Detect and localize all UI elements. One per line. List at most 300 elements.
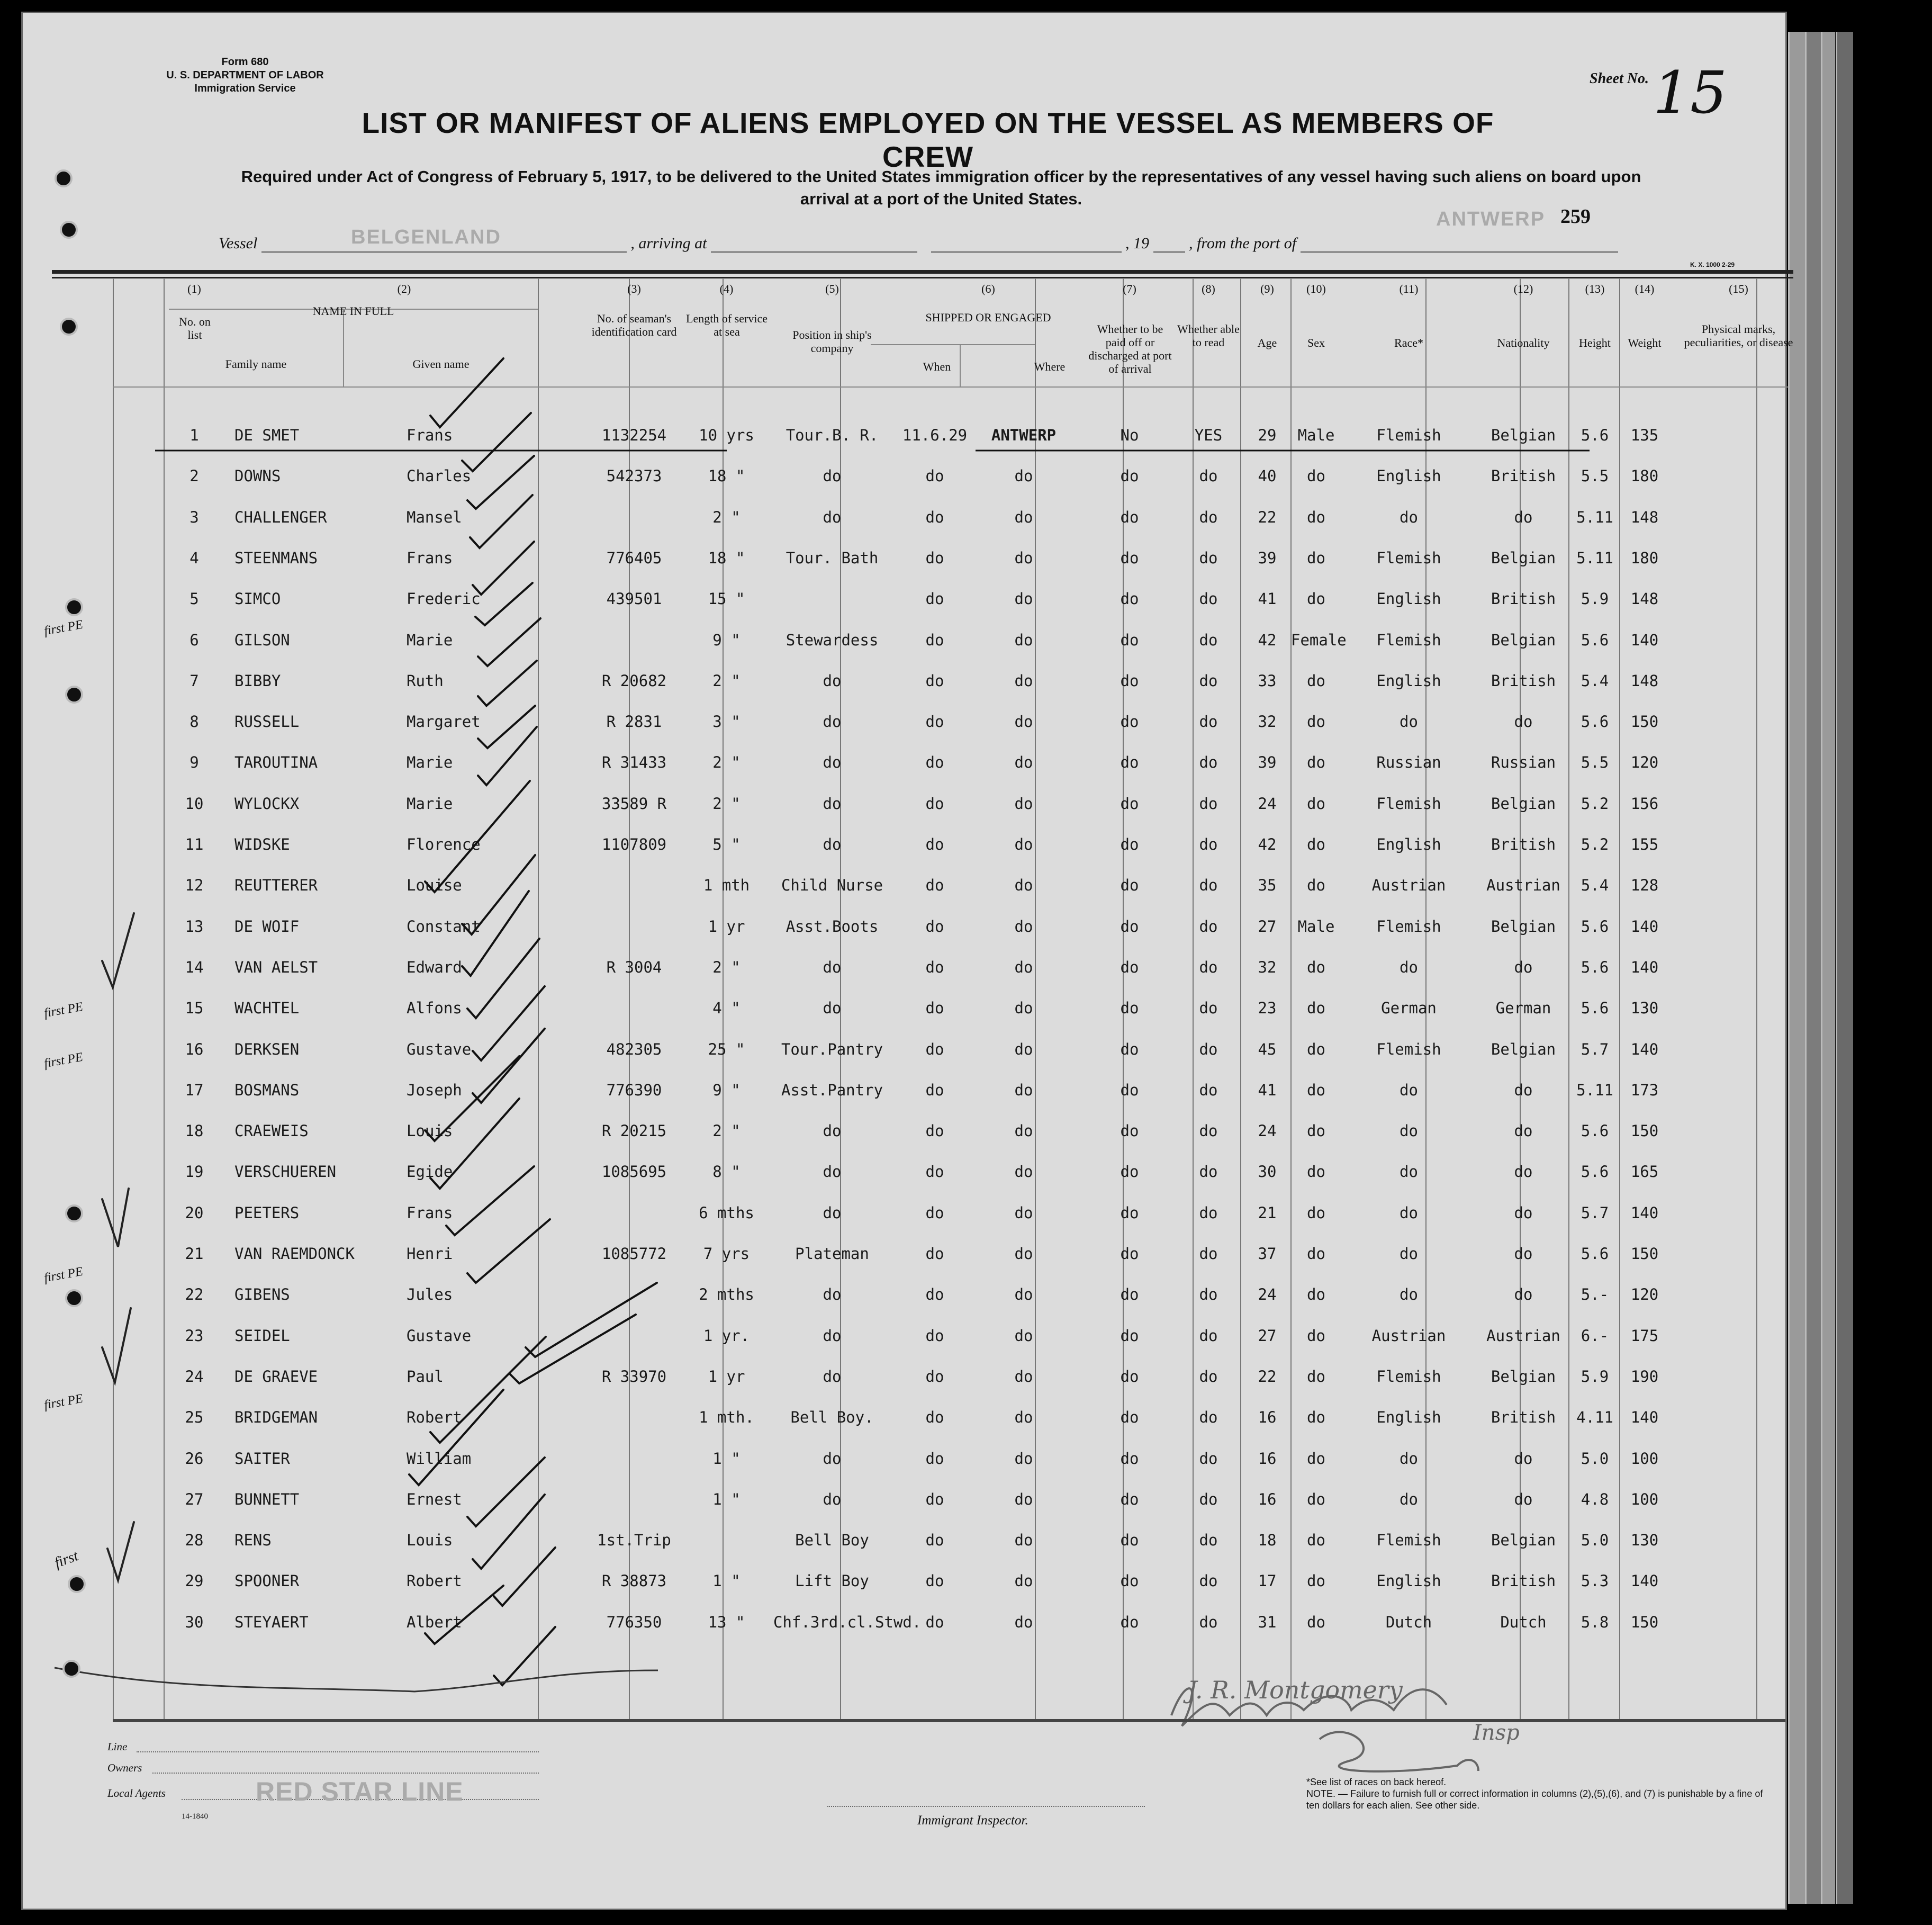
cell-read: do bbox=[1199, 590, 1218, 608]
cell-paid: do bbox=[1120, 1326, 1139, 1345]
cell-height: 5.7 bbox=[1581, 1203, 1609, 1222]
cell-sex: do bbox=[1307, 958, 1325, 976]
cell-no: 7 bbox=[189, 671, 199, 690]
cell-position: do bbox=[823, 1163, 842, 1181]
cell-card: 542373 bbox=[606, 467, 662, 485]
cell-card: 1st.Trip bbox=[597, 1531, 671, 1550]
cell-family: SEIDEL bbox=[234, 1326, 290, 1345]
cell-height: 5.6 bbox=[1581, 1122, 1609, 1140]
cell-age: 41 bbox=[1258, 590, 1277, 608]
cell-position: Stewardess bbox=[786, 631, 879, 649]
cell-read: do bbox=[1199, 1613, 1218, 1631]
arriving-label: , arriving at bbox=[630, 235, 707, 252]
cell-when: do bbox=[925, 1490, 944, 1508]
cell-given: William bbox=[407, 1449, 472, 1468]
cell-nationality: do bbox=[1514, 1285, 1533, 1304]
cell-card: R 20215 bbox=[601, 1122, 667, 1140]
cell-weight: 130 bbox=[1630, 999, 1659, 1018]
cell-position: Tour. Bath bbox=[786, 548, 879, 567]
cell-where: ANTWERP bbox=[991, 426, 1057, 444]
cell-height: 5.4 bbox=[1581, 876, 1609, 895]
cell-height: 5.- bbox=[1581, 1285, 1609, 1304]
header-weight: Weight bbox=[1628, 336, 1662, 349]
cell-when: do bbox=[925, 1613, 944, 1631]
cell-sex: Male bbox=[1297, 426, 1335, 444]
cell-where: do bbox=[1014, 1040, 1033, 1058]
cell-where: do bbox=[1014, 1122, 1033, 1140]
margin-note: first bbox=[52, 1548, 80, 1571]
cell-sex: do bbox=[1307, 794, 1325, 813]
cell-paid: do bbox=[1120, 1572, 1139, 1590]
cell-where: do bbox=[1014, 1163, 1033, 1181]
cell-weight: 140 bbox=[1630, 631, 1659, 649]
cell-age: 18 bbox=[1258, 1531, 1277, 1550]
cell-read: do bbox=[1199, 917, 1218, 935]
cell-nationality: British bbox=[1491, 467, 1556, 485]
cell-family: BIBBY bbox=[234, 671, 281, 690]
cell-read: do bbox=[1199, 508, 1218, 526]
cell-age: 42 bbox=[1258, 631, 1277, 649]
cell-no: 3 bbox=[189, 508, 199, 526]
cell-paid: do bbox=[1120, 631, 1139, 649]
cell-given: Alfons bbox=[407, 999, 462, 1018]
cell-age: 17 bbox=[1258, 1572, 1277, 1590]
cell-paid: do bbox=[1120, 794, 1139, 813]
cell-nationality: Dutch bbox=[1500, 1613, 1547, 1631]
cell-family: VAN RAEMDONCK bbox=[234, 1245, 355, 1263]
cell-age: 41 bbox=[1258, 1081, 1277, 1099]
cell-paid: do bbox=[1120, 1245, 1139, 1263]
cell-age: 42 bbox=[1258, 835, 1277, 853]
cell-paid: do bbox=[1120, 1613, 1139, 1631]
cell-position: Child Nurse bbox=[781, 876, 883, 895]
cell-sex: do bbox=[1307, 1040, 1325, 1058]
cell-no: 17 bbox=[185, 1081, 204, 1099]
cell-nationality: do bbox=[1514, 508, 1533, 526]
cell-race: do bbox=[1400, 1122, 1418, 1140]
column-number: (14) bbox=[1635, 282, 1655, 295]
cell-race: English bbox=[1376, 835, 1441, 853]
cell-family: DOWNS bbox=[234, 467, 281, 485]
page-edge bbox=[1836, 32, 1853, 1904]
cell-nationality: British bbox=[1491, 671, 1556, 690]
cell-when: do bbox=[925, 548, 944, 567]
cell-race: English bbox=[1376, 590, 1441, 608]
cell-family: CRAEWEIS bbox=[234, 1122, 309, 1140]
cell-weight: 135 bbox=[1630, 426, 1659, 444]
cell-where: do bbox=[1014, 876, 1033, 895]
cell-position: Tour.Pantry bbox=[781, 1040, 883, 1058]
cell-age: 29 bbox=[1258, 426, 1277, 444]
header-paid-off: Whether to be paid off or discharged at port of arrival bbox=[1088, 322, 1172, 375]
cell-position: do bbox=[823, 1203, 842, 1222]
page-edge bbox=[1788, 32, 1805, 1904]
cell-when: do bbox=[925, 590, 944, 608]
cell-read: do bbox=[1199, 1285, 1218, 1304]
cell-height: 5.11 bbox=[1576, 548, 1613, 567]
cell-position: do bbox=[823, 1122, 842, 1140]
cell-sex: Female bbox=[1291, 631, 1347, 649]
cell-paid: do bbox=[1120, 1285, 1139, 1304]
cell-sex: do bbox=[1307, 1613, 1325, 1631]
cell-position: Asst.Boots bbox=[786, 917, 879, 935]
cell-when: do bbox=[925, 1326, 944, 1345]
margin-note: first PE bbox=[43, 1391, 84, 1413]
cell-read: do bbox=[1199, 1326, 1218, 1345]
cell-height: 4.11 bbox=[1576, 1408, 1613, 1427]
cell-height: 5.6 bbox=[1581, 1163, 1609, 1181]
cell-where: do bbox=[1014, 794, 1033, 813]
cell-service: 1 mth. bbox=[699, 1408, 754, 1427]
column-number: (2) bbox=[397, 282, 411, 295]
cell-card: 1132254 bbox=[601, 426, 667, 444]
cell-age: 22 bbox=[1258, 508, 1277, 526]
inspector-label: Immigrant Inspector. bbox=[917, 1813, 1028, 1828]
cell-no: 9 bbox=[189, 753, 199, 772]
cell-paid: do bbox=[1120, 835, 1139, 853]
cell-read: do bbox=[1199, 1449, 1218, 1468]
cell-family: RENS bbox=[234, 1531, 272, 1550]
cell-race: Austrian bbox=[1371, 1326, 1446, 1345]
cell-read: do bbox=[1199, 1163, 1218, 1181]
cell-no: 11 bbox=[185, 835, 204, 853]
cell-service: 18 " bbox=[708, 467, 745, 485]
cell-no: 19 bbox=[185, 1163, 204, 1181]
cell-weight: 180 bbox=[1630, 467, 1659, 485]
cell-card: R 33970 bbox=[601, 1367, 667, 1386]
cell-nationality: Belgian bbox=[1491, 548, 1556, 567]
cell-no: 8 bbox=[189, 713, 199, 731]
cell-paid: do bbox=[1120, 548, 1139, 567]
cell-height: 5.6 bbox=[1581, 999, 1609, 1018]
cell-weight: 140 bbox=[1630, 1040, 1659, 1058]
cell-read: do bbox=[1199, 1245, 1218, 1263]
cell-where: do bbox=[1014, 999, 1033, 1018]
cell-read: do bbox=[1199, 958, 1218, 976]
cell-weight: 148 bbox=[1630, 671, 1659, 690]
header-given-name: Given name bbox=[412, 357, 470, 371]
cell-race: do bbox=[1400, 1245, 1418, 1263]
manifest-sheet bbox=[21, 12, 1793, 1910]
cell-where: do bbox=[1014, 508, 1033, 526]
cell-given: Albert bbox=[407, 1613, 462, 1631]
cell-sex: do bbox=[1307, 1572, 1325, 1590]
cell-height: 5.2 bbox=[1581, 835, 1609, 853]
cell-family: DERKSEN bbox=[234, 1040, 300, 1058]
cell-when: do bbox=[925, 467, 944, 485]
cell-sex: do bbox=[1307, 1122, 1325, 1140]
cell-where: do bbox=[1014, 1285, 1033, 1304]
cell-where: do bbox=[1014, 1367, 1033, 1386]
cell-family: GILSON bbox=[234, 631, 290, 649]
cell-weight: 120 bbox=[1630, 753, 1659, 772]
cell-given: Charles bbox=[407, 467, 472, 485]
cell-where: do bbox=[1014, 713, 1033, 731]
cell-weight: 100 bbox=[1630, 1449, 1659, 1468]
cell-service: 1 mth bbox=[703, 876, 750, 895]
cell-weight: 128 bbox=[1630, 876, 1659, 895]
cell-height: 5.5 bbox=[1581, 467, 1609, 485]
cell-read: do bbox=[1199, 1203, 1218, 1222]
cell-no: 6 bbox=[189, 631, 199, 649]
cell-read: do bbox=[1199, 1122, 1218, 1140]
column-number: (10) bbox=[1306, 282, 1326, 295]
cell-given: Henri bbox=[407, 1245, 453, 1263]
department: U. S. DEPARTMENT OF LABOR bbox=[166, 69, 324, 81]
cell-nationality: Belgian bbox=[1491, 1040, 1556, 1058]
column-number: (6) bbox=[981, 282, 995, 295]
cell-family: STEYAERT bbox=[234, 1613, 309, 1631]
subtitle-line-1: Required under Act of Congress of February 5, 1917, to be delivered to the United States immigration officer by the representatives of any vessel having such aliens on board upon bbox=[241, 167, 1641, 186]
column-number: (5) bbox=[825, 282, 839, 295]
cell-read: do bbox=[1199, 835, 1218, 853]
signature-title: Insp bbox=[1473, 1721, 1520, 1745]
cell-age: 24 bbox=[1258, 1122, 1277, 1140]
cell-family: SIMCO bbox=[234, 590, 281, 608]
cell-paid: do bbox=[1120, 1163, 1139, 1181]
cell-given: Paul bbox=[407, 1367, 444, 1386]
cell-no: 5 bbox=[189, 590, 199, 608]
cell-position: Chf.3rd.cl.Stwd. bbox=[773, 1613, 922, 1631]
cell-service: 2 " bbox=[712, 958, 741, 976]
cell-service: 2 " bbox=[712, 753, 741, 772]
cell-nationality: Belgian bbox=[1491, 426, 1556, 444]
cell-age: 37 bbox=[1258, 1245, 1277, 1263]
cell-no: 4 bbox=[189, 548, 199, 567]
column-number: (11) bbox=[1399, 282, 1419, 295]
cell-service: 4 " bbox=[712, 999, 741, 1018]
cell-race: English bbox=[1376, 1572, 1441, 1590]
cell-when: do bbox=[925, 671, 944, 690]
cell-given: Egide bbox=[407, 1163, 453, 1181]
cell-weight: 140 bbox=[1630, 1408, 1659, 1427]
cell-age: 45 bbox=[1258, 1040, 1277, 1058]
cell-read: do bbox=[1199, 1367, 1218, 1386]
from-port-stamp: ANTWERP bbox=[1436, 208, 1546, 230]
cell-given: Gustave bbox=[407, 1040, 472, 1058]
cell-family: WYLOCKX bbox=[234, 794, 300, 813]
cell-when: do bbox=[925, 1572, 944, 1590]
cell-position: do bbox=[823, 467, 842, 485]
cell-family: WACHTEL bbox=[234, 999, 300, 1018]
inspector-signature-line bbox=[827, 1805, 1145, 1807]
cell-service: 2 " bbox=[712, 508, 741, 526]
header-when: When bbox=[923, 360, 951, 373]
cell-race: do bbox=[1400, 958, 1418, 976]
cell-card: 776390 bbox=[606, 1081, 662, 1099]
cell-race: Flemish bbox=[1376, 1040, 1441, 1058]
cell-weight: 150 bbox=[1630, 1245, 1659, 1263]
footnote bbox=[1306, 1776, 1767, 1811]
cell-paid: do bbox=[1120, 999, 1139, 1018]
cell-read: do bbox=[1199, 631, 1218, 649]
cell-family: DE GRAEVE bbox=[234, 1367, 318, 1386]
cell-paid: do bbox=[1120, 467, 1139, 485]
cell-where: do bbox=[1014, 1572, 1033, 1590]
cell-given: Constant bbox=[407, 917, 481, 935]
cell-height: 4.8 bbox=[1581, 1490, 1609, 1508]
cell-given: Marie bbox=[407, 631, 453, 649]
table-bottom-rule bbox=[113, 1719, 1785, 1722]
cell-family: PEETERS bbox=[234, 1203, 300, 1222]
cell-family: VAN AELST bbox=[234, 958, 318, 976]
cell-weight: 140 bbox=[1630, 958, 1659, 976]
cell-when: do bbox=[925, 1081, 944, 1099]
cell-race: do bbox=[1400, 508, 1418, 526]
cell-nationality: German bbox=[1495, 999, 1551, 1018]
cell-card: R 38873 bbox=[601, 1572, 667, 1590]
cell-height: 5.0 bbox=[1581, 1449, 1609, 1468]
cell-paid: do bbox=[1120, 1122, 1139, 1140]
form-number: Form 680 bbox=[221, 56, 269, 68]
cell-weight: 140 bbox=[1630, 1203, 1659, 1222]
cell-where: do bbox=[1014, 590, 1033, 608]
cell-position: do bbox=[823, 999, 842, 1018]
cell-height: 5.4 bbox=[1581, 671, 1609, 690]
cell-race: Flemish bbox=[1376, 631, 1441, 649]
cell-given: Mansel bbox=[407, 508, 462, 526]
cell-position: do bbox=[823, 671, 842, 690]
header-name-in-full: NAME IN FULL bbox=[312, 304, 394, 318]
cell-sex: do bbox=[1307, 1449, 1325, 1468]
column-number: (1) bbox=[187, 282, 201, 295]
cell-paid: do bbox=[1120, 917, 1139, 935]
cell-age: 35 bbox=[1258, 876, 1277, 895]
cell-service: 1 " bbox=[712, 1490, 741, 1508]
header-length-service: Length of service at sea bbox=[686, 312, 768, 338]
cell-paid: do bbox=[1120, 1408, 1139, 1427]
cell-read: do bbox=[1199, 548, 1218, 567]
cell-when: do bbox=[925, 917, 944, 935]
cell-age: 32 bbox=[1258, 713, 1277, 731]
cell-weight: 148 bbox=[1630, 508, 1659, 526]
cell-when: do bbox=[925, 1163, 944, 1181]
cell-height: 5.9 bbox=[1581, 590, 1609, 608]
cell-weight: 140 bbox=[1630, 1572, 1659, 1590]
cell-age: 22 bbox=[1258, 1367, 1277, 1386]
cell-when: do bbox=[925, 999, 944, 1018]
cell-paid: do bbox=[1120, 1531, 1139, 1550]
cell-when: do bbox=[925, 1285, 944, 1304]
cell-height: 5.6 bbox=[1581, 958, 1609, 976]
cell-no: 16 bbox=[185, 1040, 204, 1058]
cell-given: Gustave bbox=[407, 1326, 472, 1345]
cell-card: 776405 bbox=[606, 548, 662, 567]
cell-where: do bbox=[1014, 1203, 1033, 1222]
cell-sex: do bbox=[1307, 1163, 1325, 1181]
header-no-on-list: No. on list bbox=[179, 315, 211, 341]
service: Immigration Service bbox=[194, 83, 296, 94]
cell-nationality: British bbox=[1491, 1408, 1556, 1427]
year-label: , 19 bbox=[1125, 235, 1149, 252]
cell-weight: 150 bbox=[1630, 1613, 1659, 1631]
binder-hole bbox=[60, 318, 78, 336]
cell-height: 5.0 bbox=[1581, 1531, 1609, 1550]
cell-sex: do bbox=[1307, 508, 1325, 526]
cell-where: do bbox=[1014, 835, 1033, 853]
cell-paid: do bbox=[1120, 508, 1139, 526]
subtitle-line-2: arrival at a port of the United States. bbox=[800, 190, 1082, 208]
cell-position: do bbox=[823, 1285, 842, 1304]
header-family-name: Family name bbox=[225, 357, 287, 371]
owners-label: Owners bbox=[107, 1761, 142, 1774]
cell-race: English bbox=[1376, 467, 1441, 485]
cell-service: 2 " bbox=[712, 1122, 741, 1140]
cell-when: do bbox=[925, 1203, 944, 1222]
cell-paid: do bbox=[1120, 713, 1139, 731]
cell-race: Flemish bbox=[1376, 1531, 1441, 1550]
cell-read: do bbox=[1199, 1490, 1218, 1508]
cell-card: 776350 bbox=[606, 1613, 662, 1631]
cell-given: Louise bbox=[407, 876, 462, 895]
cell-race: Flemish bbox=[1376, 426, 1441, 444]
cell-nationality: Belgian bbox=[1491, 917, 1556, 935]
header-shipped-engaged: SHIPPED OR ENGAGED bbox=[925, 311, 1051, 324]
cell-read: do bbox=[1199, 467, 1218, 485]
cell-race: English bbox=[1376, 671, 1441, 690]
cell-family: WIDSKE bbox=[234, 835, 290, 853]
cell-nationality: do bbox=[1514, 1081, 1533, 1099]
cell-service: 1 yr bbox=[708, 1367, 745, 1386]
cell-age: 16 bbox=[1258, 1408, 1277, 1427]
cell-weight: 130 bbox=[1630, 1531, 1659, 1550]
header-position: Position in ship's company bbox=[792, 328, 872, 355]
cell-service: 8 " bbox=[712, 1163, 741, 1181]
cell-sex: do bbox=[1307, 1081, 1325, 1099]
cell-race: English bbox=[1376, 1408, 1441, 1427]
cell-service: 1 " bbox=[712, 1572, 741, 1590]
cell-race: German bbox=[1381, 999, 1437, 1018]
sheet-no-label: Sheet No. bbox=[1590, 70, 1649, 87]
cell-height: 5.7 bbox=[1581, 1040, 1609, 1058]
cell-sex: do bbox=[1307, 876, 1325, 895]
cell-when: do bbox=[925, 631, 944, 649]
cell-age: 32 bbox=[1258, 958, 1277, 976]
cell-service: 18 " bbox=[708, 548, 745, 567]
cell-no: 20 bbox=[185, 1203, 204, 1222]
cell-no: 18 bbox=[185, 1122, 204, 1140]
kx-code: K. X. 1000 2-29 bbox=[1690, 261, 1735, 268]
margin-note: first PE bbox=[43, 617, 84, 638]
column-number: (3) bbox=[627, 282, 641, 295]
cell-where: do bbox=[1014, 1245, 1033, 1263]
cell-height: 5.11 bbox=[1576, 508, 1613, 526]
footnote-races: *See list of races on back hereof. bbox=[1306, 1777, 1447, 1787]
column-number: (8) bbox=[1202, 282, 1215, 295]
cell-position: do bbox=[823, 794, 842, 813]
cell-given: Robert bbox=[407, 1408, 462, 1427]
cell-read: do bbox=[1199, 1572, 1218, 1590]
column-number: (7) bbox=[1123, 282, 1136, 295]
cell-position: Asst.Pantry bbox=[781, 1081, 883, 1099]
cell-sex: do bbox=[1307, 999, 1325, 1018]
cell-weight: 140 bbox=[1630, 917, 1659, 935]
cell-weight: 180 bbox=[1630, 548, 1659, 567]
cell-no: 22 bbox=[185, 1285, 204, 1304]
cell-given: Frans bbox=[407, 426, 453, 444]
cell-when: do bbox=[925, 1245, 944, 1263]
cell-where: do bbox=[1014, 1490, 1033, 1508]
cell-paid: do bbox=[1120, 876, 1139, 895]
cell-read: do bbox=[1199, 1040, 1218, 1058]
cell-family: SPOONER bbox=[234, 1572, 300, 1590]
cell-height: 5.6 bbox=[1581, 713, 1609, 731]
cell-no: 27 bbox=[185, 1490, 204, 1508]
cell-when: do bbox=[925, 508, 944, 526]
cell-service: 13 " bbox=[708, 1613, 745, 1631]
cell-nationality: Austrian bbox=[1486, 1326, 1560, 1345]
cell-nationality: Belgian bbox=[1491, 631, 1556, 649]
